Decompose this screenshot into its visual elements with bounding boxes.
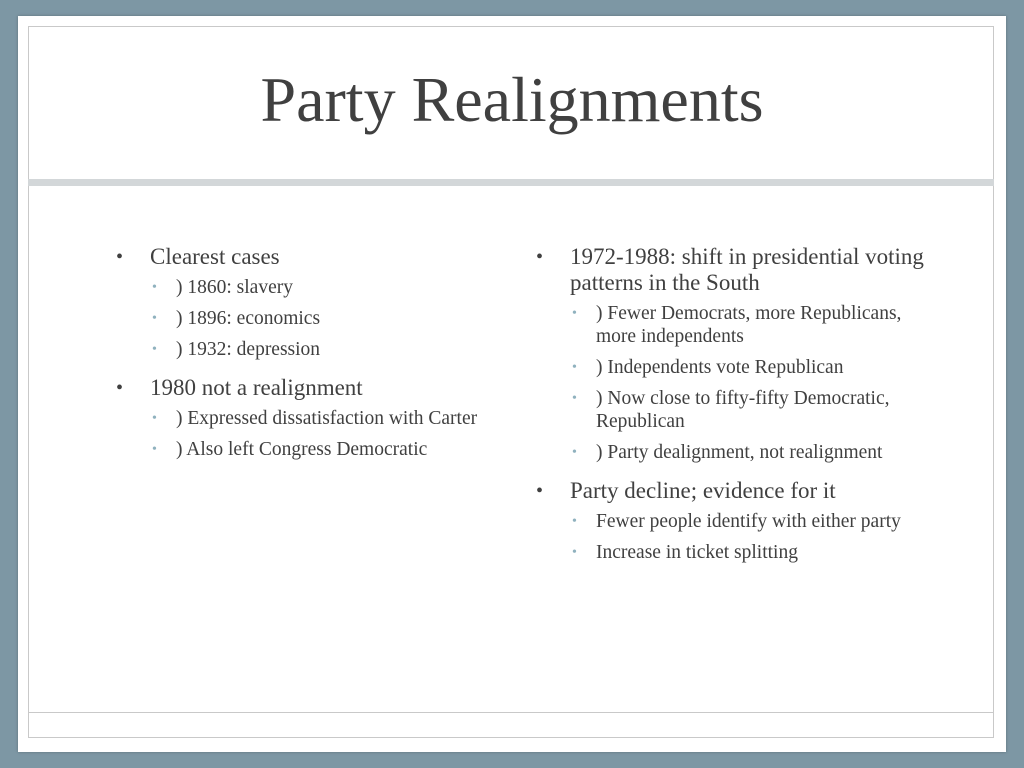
sub-bullet-item — [570, 441, 930, 464]
footer-divider — [28, 712, 994, 713]
left-bullet-list — [110, 244, 490, 461]
sub-bullet-item — [150, 307, 490, 330]
sub-bullet-text: ) 1896: economics — [176, 308, 321, 329]
sub-bullet-text: ) 1932: depression — [176, 339, 321, 360]
sub-bullet-text: Fewer people identify with either party — [596, 511, 901, 532]
sub-bullet-item — [150, 338, 490, 361]
bullet-item — [530, 244, 930, 464]
right-column — [530, 244, 930, 578]
sub-bullet-text: ) Also left Congress Democratic — [176, 439, 428, 460]
bullet-icon: • — [116, 246, 124, 268]
sub-bullet-item — [570, 356, 930, 379]
sub-bullet-icon: • — [572, 445, 577, 460]
bullet-text: Clearest cases — [150, 244, 280, 269]
sub-bullet-item — [150, 407, 490, 430]
bullet-icon: • — [536, 246, 544, 268]
sub-bullet-icon: • — [572, 360, 577, 375]
left-column — [110, 244, 490, 475]
sub-bullet-item — [570, 541, 930, 564]
sub-bullet-icon: • — [572, 306, 577, 321]
sub-bullet-text: ) Fewer Democrats, more Republicans, more independents — [596, 303, 902, 347]
sub-bullet-list — [570, 510, 930, 564]
bullet-item — [110, 244, 490, 361]
sub-bullet-item — [570, 510, 930, 533]
sub-bullet-icon: • — [152, 342, 157, 357]
sub-bullet-icon: • — [152, 311, 157, 326]
sub-bullet-item — [150, 438, 490, 461]
slide-title: Party Realignments — [260, 64, 764, 135]
sub-bullet-item — [570, 387, 930, 433]
slide — [18, 16, 1006, 752]
sub-bullet-list — [150, 276, 490, 361]
sub-bullet-icon: • — [572, 514, 577, 529]
sub-bullet-text: ) Party dealignment, not realignment — [596, 442, 883, 463]
bullet-text: 1972-1988: shift in presidential voting patterns in the South — [570, 244, 924, 295]
sub-bullet-item — [150, 276, 490, 299]
right-bullet-list — [530, 244, 930, 564]
bullet-item — [530, 478, 930, 564]
bullet-icon: • — [536, 480, 544, 502]
bullet-text: 1980 not a realignment — [150, 375, 363, 400]
sub-bullet-text: Increase in ticket splitting — [596, 542, 798, 563]
title-divider — [28, 179, 994, 186]
bullet-icon: • — [116, 377, 124, 399]
sub-bullet-list — [570, 302, 930, 464]
sub-bullet-icon: • — [152, 280, 157, 295]
sub-bullet-icon: • — [152, 442, 157, 457]
sub-bullet-text: ) Now close to fifty-fifty Democratic, Republican — [596, 388, 890, 432]
sub-bullet-item — [570, 302, 930, 348]
sub-bullet-text: ) 1860: slavery — [176, 277, 293, 298]
bullet-item — [110, 375, 490, 461]
sub-bullet-icon: • — [152, 411, 157, 426]
sub-bullet-icon: • — [572, 391, 577, 406]
sub-bullet-list — [150, 407, 490, 461]
bullet-text: Party decline; evidence for it — [570, 478, 836, 503]
sub-bullet-text: ) Expressed dissatisfaction with Carter — [176, 408, 478, 429]
sub-bullet-text: ) Independents vote Republican — [596, 357, 844, 378]
sub-bullet-icon: • — [572, 545, 577, 560]
